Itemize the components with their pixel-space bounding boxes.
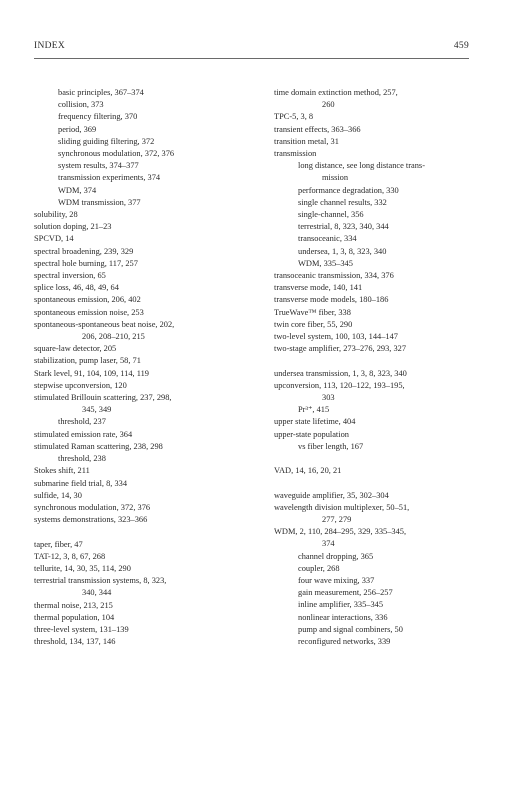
index-subentry: threshold, 237 — [58, 417, 106, 427]
index-entry: upconversion, 113, 120–122, 193–195, — [274, 380, 405, 390]
letter-group-gap — [274, 477, 474, 489]
index-subentry: mission — [322, 173, 349, 183]
index-entry: threshold, 134, 137, 146 — [34, 637, 116, 647]
index-entry: stimulated Raman scattering, 238, 298 — [34, 441, 163, 451]
index-subentry: system results, 374–377 — [58, 161, 139, 171]
index-subentry: four wave mixing, 337 — [298, 576, 375, 586]
index-subentry: coupler, 268 — [298, 563, 340, 573]
index-entry-continuation: 277, 279 — [322, 515, 352, 525]
index-entry: undersea transmission, 1, 3, 8, 323, 340 — [274, 368, 407, 378]
index-entry: wavelength division multiplexer, 50–51, — [274, 502, 410, 512]
letter-group-gap — [34, 526, 249, 538]
index-entry: sulfide, 14, 30 — [34, 490, 82, 500]
index-entry: VAD, 14, 16, 20, 21 — [274, 466, 342, 476]
index-entry: two-level system, 100, 103, 144–147 — [274, 332, 398, 342]
letter-group-gap — [274, 355, 474, 367]
index-entry: spectral hole burning, 117, 257 — [34, 258, 138, 268]
index-entry-continuation: 340, 344 — [82, 588, 112, 598]
index-subentry: inline amplifier, 335–345 — [298, 600, 384, 610]
index-entry: spontaneous-spontaneous beat noise, 202, — [34, 319, 175, 329]
index-entry: spectral broadening, 239, 329 — [34, 246, 134, 256]
index-entry-continuation: 260 — [322, 100, 335, 110]
running-head — [34, 41, 469, 55]
index-entry: transverse mode models, 180–186 — [274, 295, 389, 305]
index-entry: solution doping, 21–23 — [34, 222, 112, 232]
index-subentry: period, 369 — [58, 124, 97, 134]
running-head-title: INDEX — [34, 41, 66, 51]
index-entry: stimulated emission rate, 364 — [34, 429, 133, 439]
index-entry: spectral inversion, 65 — [34, 271, 106, 281]
index-entry: transverse mode, 140, 141 — [274, 283, 363, 293]
index-entry: synchronous modulation, 372, 376 — [34, 502, 151, 512]
index-entry: stimulated Brillouin scattering, 237, 298, — [34, 393, 172, 403]
index-subentry: threshold, 238 — [58, 454, 106, 464]
index-entry: thermal noise, 213, 215 — [34, 600, 113, 610]
index-entry: two-stage amplifier, 273–276, 293, 327 — [274, 344, 407, 354]
index-entry: SPCVD, 14 — [34, 234, 74, 244]
index-entry: upper state lifetime, 404 — [274, 417, 356, 427]
index-subentry: vs fiber length, 167 — [298, 441, 364, 451]
index-subentry: channel dropping, 365 — [298, 551, 374, 561]
index-entry: twin core fiber, 55, 290 — [274, 319, 353, 329]
index-entry: square-law detector, 205 — [34, 344, 117, 354]
index-subentry: terrestrial, 8, 323, 340, 344 — [298, 222, 389, 232]
index-subentry: reconfigured networks, 339 — [298, 637, 391, 647]
index-subentry: transmission experiments, 374 — [58, 173, 161, 183]
index-subentry: long distance, see long distance trans- — [298, 161, 425, 171]
index-entry: transition metal, 31 — [274, 136, 339, 146]
index-entry: splice loss, 46, 48, 49, 64 — [34, 283, 119, 293]
index-subentry: single channel results, 332 — [298, 197, 387, 207]
index-entry: tellurite, 14, 30, 35, 114, 290 — [34, 563, 131, 573]
index-subentry: synchronous modulation, 372, 376 — [58, 149, 175, 159]
index-subentry: WDM, 374 — [58, 185, 97, 195]
index-entry: Stark level, 91, 104, 109, 114, 119 — [34, 368, 149, 378]
index-entry: stepwise upconversion, 120 — [34, 380, 127, 390]
index-entry: transient effects, 363–366 — [274, 124, 361, 134]
letter-group-gap — [274, 453, 474, 465]
index-subentry: performance degradation, 330 — [298, 185, 399, 195]
index-entry-continuation: 345, 349 — [82, 405, 112, 415]
index-entry: transmission — [274, 149, 317, 159]
index-entry: time domain extinction method, 257, — [274, 88, 398, 97]
index-entry: TPC-5, 3, 8 — [274, 112, 314, 122]
index-entry: submarine field trial, 8, 334 — [34, 478, 128, 488]
index-entry: terrestrial transmission systems, 8, 323, — [34, 576, 167, 586]
index-entry: TrueWave™ fiber, 338 — [274, 307, 351, 317]
index-entry: spontaneous emission noise, 253 — [34, 307, 144, 317]
index-subentry: pump and signal combiners, 50 — [298, 624, 403, 634]
header-rule — [34, 58, 469, 59]
index-subentry: gain measurement, 256–257 — [298, 588, 393, 598]
index-entry: spontaneous emission, 206, 402 — [34, 295, 141, 305]
index-subentry: undersea, 1, 3, 8, 323, 340 — [298, 246, 387, 256]
index-entry-continuation: 206, 208–210, 215 — [82, 332, 145, 342]
index-entry-continuation: 374 — [322, 539, 335, 549]
index-entry: upper-state population — [274, 429, 349, 439]
index-subentry: sliding guiding filtering, 372 — [58, 136, 155, 146]
index-subentry: collision, 373 — [58, 100, 104, 110]
index-entry: three-level system, 131–139 — [34, 624, 129, 634]
index-subentry: frequency filtering, 370 — [58, 112, 138, 122]
index-subentry: WDM transmission, 377 — [58, 197, 141, 207]
index-column-left — [34, 87, 249, 648]
index-entry: waveguide amplifier, 35, 302–304 — [274, 490, 389, 500]
index-entry: Stokes shift, 211 — [34, 466, 90, 476]
index-entry: taper, fiber, 47 — [34, 539, 83, 549]
page-number: 459 — [453, 41, 469, 51]
index-subentry: single-channel, 356 — [298, 210, 364, 220]
index-subentry: Pr³⁺, 415 — [298, 405, 330, 415]
index-entry: TAT-12, 3, 8, 67, 268 — [34, 551, 106, 561]
index-entry: solubility, 28 — [34, 210, 78, 220]
index-column-right — [274, 87, 474, 648]
index-subentry: nonlinear interactions, 336 — [298, 612, 388, 622]
index-entry: thermal population, 104 — [34, 612, 115, 622]
index-entry: transoceanic transmission, 334, 376 — [274, 271, 394, 281]
index-entry-continuation: 303 — [322, 393, 335, 403]
index-entry: WDM, 2, 110, 284–295, 329, 335–345, — [274, 527, 407, 537]
index-subentry: basic principles, 367–374 — [58, 88, 144, 97]
index-subentry: transoceanic, 334 — [298, 234, 357, 244]
index-subentry: WDM, 335–345 — [298, 258, 353, 268]
index-entry: systems demonstrations, 323–366 — [34, 515, 148, 525]
index-entry: stabilization, pump laser, 58, 71 — [34, 356, 141, 366]
